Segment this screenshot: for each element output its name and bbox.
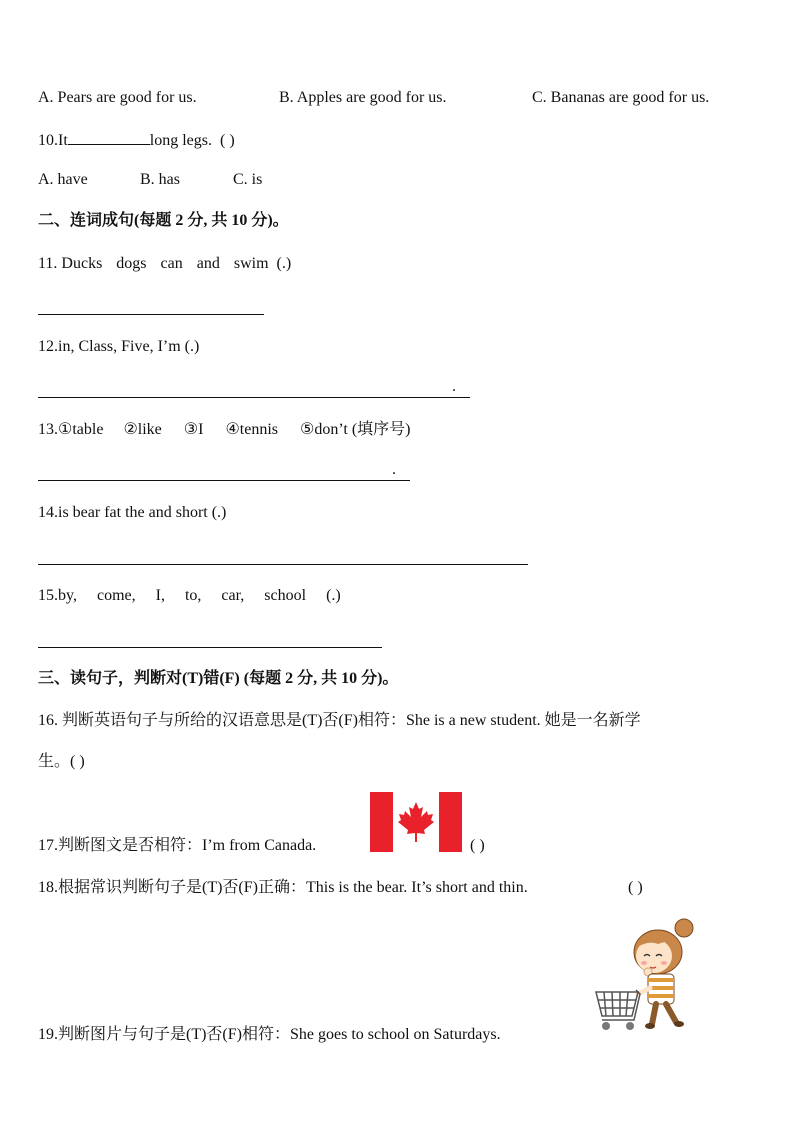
q19-question: 19.判断图片与句子是(T)否(F)相符：She goes to school on Saturdays. [38,1026,501,1043]
q11-word: can [160,255,183,272]
section-2-heading: 二、连词成句(每题 2 分, 共 10 分)。 [38,212,289,229]
q13-word: ②like [123,421,162,438]
canada-flag-icon [370,792,462,852]
q13-word: ④tennis [225,421,279,438]
q11-answer-line[interactable] [38,313,264,315]
q15-question [38,586,341,606]
q15-word: by, [58,587,77,604]
girl-shopping-cart-icon [592,916,696,1040]
q11-word: and [196,255,220,272]
q15-number: 15. [38,587,58,604]
q16-line-2: 生。( ) [38,753,85,770]
q15-word: come, [96,587,136,604]
q10-option-c: C. is [233,171,263,188]
q12-end-mark: . [452,378,456,395]
q17-answer-paren: ( ) [470,837,485,854]
q10-option-b: B. has [140,171,180,188]
q11-word: swim [233,255,269,272]
q16-line-1: 16. 判断英语句子与所给的汉语意思是(T)否(F)相符：She is a new student. 她是一名新学 [38,712,641,729]
q15-word: car, [221,587,245,604]
q12-question: 12.in, Class, Five, I’m (.) [38,338,200,355]
q9-option-c: C. Bananas are good for us. [532,89,710,106]
q12-answer-line[interactable] [38,396,470,398]
q11-word: dogs [116,255,147,272]
q9-option-a: A. Pears are good for us. [38,89,197,106]
q13-end-mark: . [392,461,396,478]
q17-question: 17.判断图文是否相符：I’m from Canada. [38,837,317,854]
q15-word: school [264,587,307,604]
q18-question: 18.根据常识判断句子是(T)否(F)正确：This is the bear. It’s short and thin. [38,879,528,896]
q15-word: (.) [326,587,341,604]
q18-answer-paren: ( ) [628,879,643,896]
q11-number: 11. [38,255,58,272]
q11-question [38,254,291,274]
q10-prefix: 10.It [38,132,68,149]
q13-number: 13. [38,421,58,438]
q13-question [38,420,411,440]
q10-question [38,129,235,151]
q14-question: 14.is bear fat the and short (.) [38,504,227,521]
q10-option-a: A. have [38,171,88,188]
q13-word: ①table [58,421,104,438]
q15-word: to, [184,587,202,604]
q13-word: ③I [183,421,204,438]
q10-blank [68,129,150,145]
q11-word: (.) [276,255,292,272]
q10-suffix: long legs. [149,132,212,149]
q15-word: I, [155,587,165,604]
q15-answer-line[interactable] [38,646,382,648]
q14-answer-line[interactable] [38,563,528,565]
q9-option-b: B. Apples are good for us. [279,89,447,106]
q10-answer-paren: ( ) [220,132,235,149]
q13-word: ⑤don’t (填序号) [300,421,411,438]
q13-answer-line[interactable] [38,479,410,481]
section-3-heading: 三、读句子，判断对(T)错(F) (每题 2 分, 共 10 分)。 [38,670,399,687]
q11-word: Ducks [61,255,103,272]
